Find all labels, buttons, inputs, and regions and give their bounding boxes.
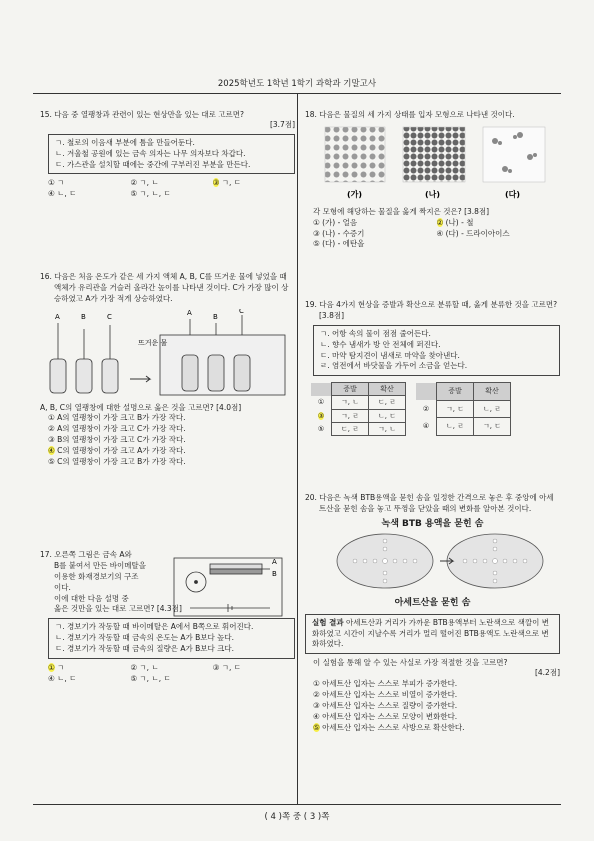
q17-label-a: A	[272, 558, 277, 566]
q18-choice[interactable]: ④ (다) - 드라이아이스	[436, 228, 510, 238]
q17-text-line: 이용한 화재경보기의 구조	[54, 571, 139, 581]
q19-answer-tables	[311, 382, 560, 436]
q16-choice[interactable]: ① A의 열팽창이 가장 크고 B가 가장 작다.	[48, 413, 186, 423]
q16-choice[interactable]: ⑤ C의 열팽창이 가장 크고 B가 가장 작다.	[48, 456, 186, 466]
q20-result-text: 아세트산과 거리가 가까운 BTB용액부터 노란색으로 색깔이 변화하였고 시간이 지날수록 거리가 멀리 떨어진 BTB용액도 노란색으로 변화하였다.	[312, 617, 550, 649]
q19-row[interactable]	[416, 400, 511, 418]
q17-text-line: B를 붙여서 만든 바이메탈을	[54, 560, 146, 570]
q16-choice-selected[interactable]: ④ C의 열팽창이 가장 크고 A가 가장 작다.	[48, 446, 186, 455]
q16-bottles-figure	[40, 309, 295, 399]
q18-choice[interactable]: ⑤ (다) - 에탄올	[313, 239, 365, 249]
q19-cell: ㄱ, ㄴ	[369, 422, 406, 435]
q20-fig-top-caption: 녹색 BTB 용액을 묻힌 솜	[381, 518, 484, 529]
q17-label-b: B	[272, 570, 277, 578]
q19-head-evap: 증발	[437, 383, 474, 401]
q20-choice-selected[interactable]: ⑤ 아세트산 입자는 스스로 사방으로 확산한다.	[313, 722, 465, 732]
q17-statement: ㄴ. 경보기가 작동할 때 금속의 온도는 A가 B보다 높다.	[55, 633, 235, 643]
q19-row[interactable]	[416, 418, 511, 436]
q19-row-num: ⑤	[317, 424, 325, 433]
q20-dish-figure	[305, 531, 560, 593]
q19-statement: ㄹ. 염전에서 바닷물을 가두어 소금을 얻는다.	[320, 361, 468, 371]
q20-fig-bottom-caption: 아세트산을 묻힌 솜	[394, 597, 471, 608]
q18-particle-figure	[305, 125, 560, 203]
q17-choices	[48, 663, 295, 685]
q17-alarm-figure	[170, 552, 290, 620]
q15-choice[interactable]: ⑤ ㄱ, ㄴ, ㄷ	[130, 189, 171, 199]
q18-label-ga: (가)	[347, 189, 363, 199]
q15-choice[interactable]: ② ㄱ, ㄴ	[130, 178, 159, 188]
q19-row[interactable]	[311, 396, 406, 409]
q17-text-line: 이에 대한 다음 설명 중	[54, 593, 129, 603]
q15-statement: ㄱ. 철로의 이음새 부분에 틈을 만들어둔다.	[55, 137, 195, 147]
q19-text: 19. 다음 4가지 현상을 증발과 확산으로 분류할 때, 옳게 분류한 것을 고르면? [3.8점]	[305, 300, 558, 320]
q17-choice[interactable]: ③ ㄱ, ㄷ	[212, 662, 242, 672]
q19-statement: ㄷ. 마약 탐지견이 냄새로 마약을 찾아낸다.	[320, 350, 460, 360]
q16-hot-water-label: 뜨거운 물	[138, 338, 168, 347]
q19-row-num: ③	[317, 411, 325, 420]
q19-table-right	[416, 382, 511, 436]
q15-choice[interactable]: ① ㄱ	[48, 178, 65, 188]
q16-label-c: C	[107, 312, 112, 321]
q19-row-num: ①	[317, 398, 325, 407]
q18-text: 18. 다음은 물질의 세 가지 상태를 입자 모형으로 나타낸 것이다.	[305, 110, 515, 119]
q15-choice[interactable]: ④ ㄴ, ㄷ	[48, 189, 77, 199]
page-footer: ( 4 )쪽 중 ( 3 )쪽	[264, 812, 330, 822]
q15-statement-box	[48, 134, 295, 175]
q17-statement: ㄷ. 경보기가 작동할 때 금속의 질량은 A가 B보다 크다.	[55, 644, 235, 653]
q19-cell: ㄴ, ㄷ	[369, 409, 406, 422]
q17-text-line: 17. 오른쪽 그림은 금속 A와	[40, 550, 132, 559]
q18-choice[interactable]: ① (가) - 얼음	[313, 217, 358, 227]
q19-cell: ㄱ, ㄹ	[332, 409, 369, 422]
q19-cell: ㄴ, ㄹ	[437, 418, 474, 436]
question-20	[305, 493, 560, 733]
q15-statement: ㄴ. 겨울철 공원에 있는 금속 의자는 나무 의자보다 차갑다.	[55, 148, 246, 158]
q20-choices	[305, 679, 560, 733]
q19-head-evap: 증발	[332, 383, 369, 396]
question-17	[40, 550, 295, 685]
q19-head-diff: 확산	[369, 383, 406, 396]
question-18	[305, 110, 560, 250]
q17-statement: ㄱ. 경보기가 작동할 때 바이메탈은 A에서 B쪽으로 휘어진다.	[55, 622, 254, 632]
q19-row[interactable]	[311, 422, 406, 435]
q17-choice[interactable]: ④ ㄴ, ㄷ	[48, 673, 77, 683]
q16-choice[interactable]: ② A의 열팽창이 가장 크고 C가 가장 작다.	[48, 424, 186, 434]
q16-label-a: A	[55, 312, 60, 321]
exam-header: 2025학년도 1학년 1학기 과학과 기말고사	[217, 79, 377, 89]
column-divider	[297, 93, 298, 805]
q16-label-b: B	[81, 312, 86, 321]
q16-label-c2: C	[239, 308, 244, 315]
q20-choice[interactable]: ① 아세트산 입자는 스스로 부피가 증가한다.	[313, 679, 458, 689]
q20-choice[interactable]: ② 아세트산 입자는 스스로 비열이 증가한다.	[313, 689, 458, 699]
q15-choice-selected[interactable]: ③ ㄱ, ㄷ	[212, 178, 242, 188]
q19-cell: ㄷ, ㄹ	[332, 422, 369, 435]
q19-cell: ㄷ, ㄹ	[369, 396, 406, 409]
q17-choice-selected[interactable]: ① ㄱ	[48, 662, 65, 672]
q19-row-selected[interactable]	[311, 409, 406, 422]
q20-question: 이 실험을 통해 알 수 있는 사실로 가장 적절한 것을 고르면?	[313, 658, 508, 668]
q18-question: 각 모형에 해당하는 물질을 옳게 짝지은 것은? [3.8점]	[313, 206, 490, 216]
q19-statement: ㄱ. 어항 속의 물이 점점 줄어든다.	[320, 328, 431, 338]
q16-question: A, B, C의 열팽창에 대한 설명으로 옳은 것을 고르면? [4.0점]	[40, 402, 242, 412]
q16-label-b2: B	[213, 312, 218, 321]
q19-statement-box	[313, 325, 560, 377]
q19-statement: ㄴ. 향수 냄새가 방 안 전체에 퍼진다.	[320, 339, 441, 349]
q17-statement-box	[48, 618, 295, 659]
question-15	[40, 110, 295, 200]
q18-label-da: (다)	[505, 189, 521, 199]
q16-text: 16. 다음은 처음 온도가 같은 세 가지 액체 A, B, C를 뜨거운 물에 넣었을 때 액체가 유리관을 거슬러 올라간 높이를 나타낸 것이다. C가 가장 많이 상승하였고 A가 가장 적게 상승하였다.	[40, 272, 289, 303]
q19-cell: ㄱ, ㄷ	[474, 418, 511, 436]
q19-row-num: ②	[422, 404, 430, 413]
q16-choice[interactable]: ③ B의 열팽창이 가장 크고 C가 가장 작다.	[48, 435, 186, 445]
q16-choices	[40, 413, 295, 467]
q20-text: 20. 다음은 녹색 BTB용액을 묻힌 솜을 일정한 간격으로 놓은 후 중앙에 아세트산을 묻힌 솜을 놓고 뚜껑을 닫았을 때의 변화를 알아본 것이다.	[305, 493, 554, 513]
q19-table-left	[311, 382, 406, 436]
q15-choices	[48, 178, 295, 200]
q19-cell: ㄱ, ㄷ	[437, 400, 474, 418]
question-16	[40, 272, 295, 468]
q17-text-line: 이다.	[54, 582, 71, 592]
q16-label-a2: A	[187, 308, 192, 317]
q15-points: [3.7점]	[269, 119, 295, 129]
question-19	[305, 300, 560, 436]
q20-choice[interactable]: ④ 아세트산 입자는 스스로 모양이 변화한다.	[313, 711, 458, 721]
q19-cell: ㄴ, ㄹ	[474, 400, 511, 418]
q20-result-box	[305, 614, 560, 655]
q19-head-diff: 확산	[474, 383, 511, 401]
q20-choice[interactable]: ③ 아세트산 입자는 스스로 질량이 증가한다.	[313, 700, 458, 710]
q18-label-na: (나)	[425, 189, 441, 199]
q18-choice[interactable]: ③ (나) - 수증기	[313, 228, 365, 238]
q18-choices	[313, 218, 560, 251]
q19-cell: ㄱ, ㄴ	[332, 396, 369, 409]
q17-text-line: 옳은 것만을 있는 대로 고르면? [4.3점]	[54, 604, 182, 614]
q20-result-label: 실험 결과	[312, 617, 344, 627]
q19-row-num: ④	[422, 422, 430, 431]
q18-choice-selected[interactable]: ② (나) - 철	[436, 217, 474, 227]
q17-choice[interactable]: ② ㄱ, ㄴ	[130, 662, 159, 672]
q20-points: [4.2점]	[534, 668, 560, 678]
q15-text: 15. 다음 중 열팽창과 관련이 있는 현상만을 있는 대로 고르면?	[40, 110, 244, 119]
q17-choice[interactable]: ⑤ ㄱ, ㄴ, ㄷ	[130, 673, 171, 683]
q15-statement: ㄷ. 가스관을 설치할 때에는 중간에 구부러진 부분을 만든다.	[55, 159, 251, 169]
q17-text	[40, 550, 182, 615]
